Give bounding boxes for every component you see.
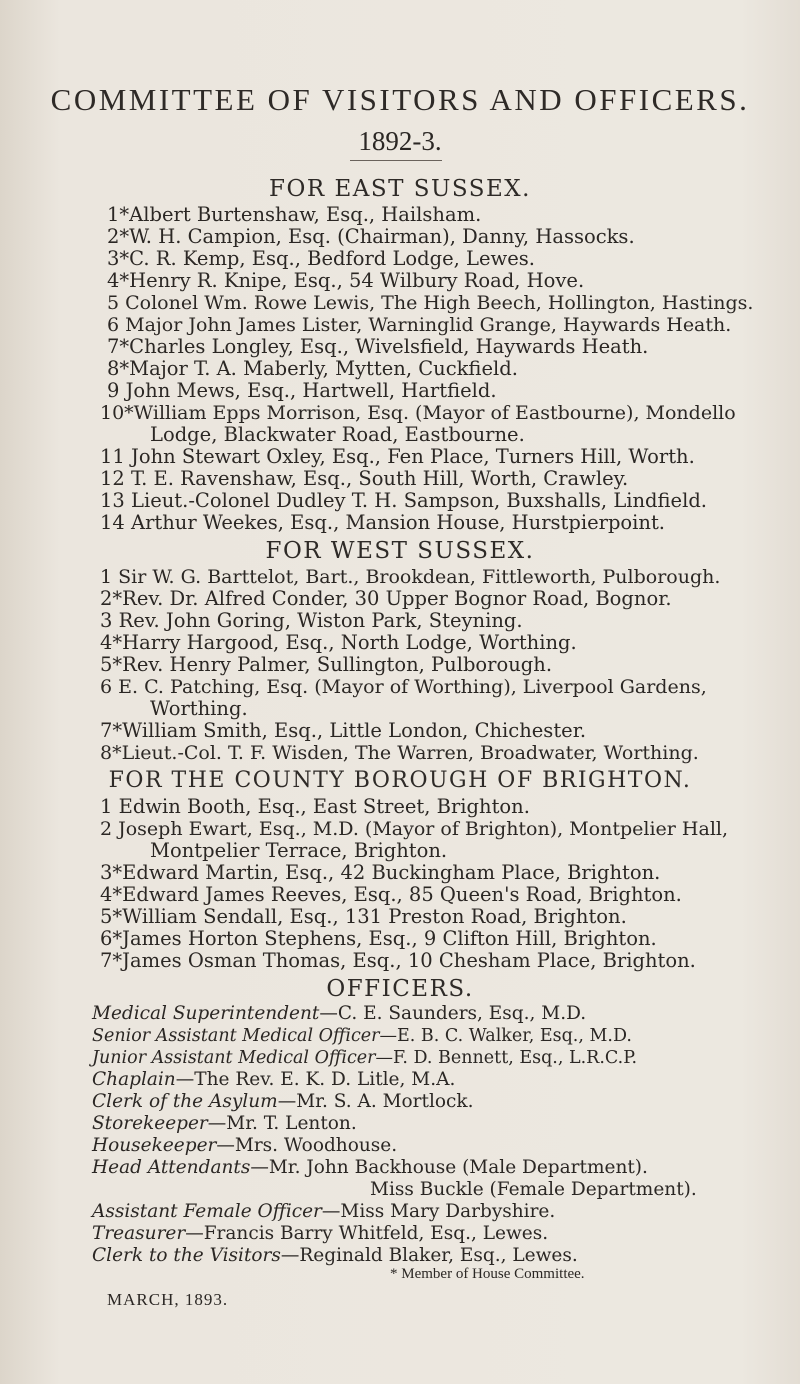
list-item: 3 Rev. John Goring, Wiston Park, Steyning.	[100, 609, 523, 632]
list-item: 7*William Smith, Esq., Little London, Chichester.	[100, 719, 587, 742]
list-item: 6*James Horton Stephens, Esq., 9 Clifton Hill, Brighton.	[100, 927, 657, 950]
list-item: 6 E. C. Patching, Esq. (Mayor of Worthing), Liverpool Gardens,	[100, 676, 707, 698]
list-item: 4*Harry Hargood, Esq., North Lodge, Worthing.	[100, 631, 577, 654]
officer-name: —C. E. Saunders, Esq., M.D.	[319, 1003, 587, 1024]
officer-name: —Mrs. Woodhouse.	[216, 1135, 398, 1156]
officer-name: Miss Buckle (Female Department).	[370, 1179, 697, 1200]
officer-name: —Reginald Blaker, Esq., Lewes.	[280, 1245, 578, 1266]
list-item: 7*Charles Longley, Esq., Wivelsfield, Haywards Heath.	[107, 335, 649, 358]
list-item: 8*Lieut.-Col. T. F. Wisden, The Warren, Broadwater, Worthing.	[100, 742, 699, 764]
officer-role: Junior Assistant Medical Officer	[92, 1048, 376, 1068]
officer-role: Housekeeper	[92, 1135, 217, 1156]
list-item: 5 Colonel Wm. Rowe Lewis, The High Beech, Hollington, Hastings.	[107, 292, 754, 314]
list-item: 1 Sir W. G. Barttelot, Bart., Brookdean, Fittleworth, Pulborough.	[100, 566, 721, 588]
list-item: 14 Arthur Weekes, Esq., Mansion House, Hurstpierpoint.	[100, 511, 666, 534]
list-item: 12 T. E. Ravenshaw, Esq., South Hill, Worth, Crawley.	[100, 467, 629, 490]
officer-name: —Mr. S. A. Mortlock.	[277, 1091, 474, 1112]
list-item: 11 John Stewart Oxley, Esq., Fen Place, Turners Hill, Worth.	[100, 445, 695, 468]
list-item: Worthing.	[150, 697, 248, 720]
list-item: Montpelier Terrace, Brighton.	[150, 839, 448, 862]
officer-role: Assistant Female Officer	[92, 1201, 322, 1222]
list-item: 7*James Osman Thomas, Esq., 10 Chesham Place, Brighton.	[100, 949, 696, 972]
officer-row	[92, 1024, 632, 1048]
section-heading-west-sussex: FOR WEST SUSSEX.	[265, 538, 535, 564]
officer-row	[92, 1068, 455, 1092]
list-item: 4*Henry R. Knipe, Esq., 54 Wilbury Road, Hove.	[107, 269, 585, 292]
officer-row	[92, 1200, 555, 1224]
officer-role: Clerk to the Visitors	[92, 1245, 281, 1266]
officer-row	[370, 1178, 697, 1202]
officer-name: —F. D. Bennett, Esq., L.R.C.P.	[375, 1048, 638, 1068]
list-item: 1 Edwin Booth, Esq., East Street, Brighton.	[100, 795, 530, 818]
list-item: 13 Lieut.-Colonel Dudley T. H. Sampson, Buxshalls, Lindfield.	[100, 489, 708, 512]
officer-name: —Mr. John Backhouse (Male Department).	[250, 1157, 648, 1178]
officer-role: Head Attendants	[92, 1157, 251, 1178]
list-item: 9 John Mews, Esq., Hartwell, Hartfield.	[107, 379, 497, 402]
date-line: MARCH, 1893.	[107, 1290, 229, 1309]
list-item: 2*W. H. Campion, Esq. (Chairman), Danny, Hassocks.	[107, 225, 635, 248]
officer-name: —The Rev. E. K. D. Litle, M.A.	[175, 1069, 456, 1090]
list-item: 5*William Sendall, Esq., 131 Preston Road, Brighton.	[100, 905, 627, 928]
list-item: 8*Major T. A. Maberly, Mytten, Cuckfield.	[107, 357, 518, 380]
officer-name: —Mr. T. Lenton.	[207, 1113, 357, 1134]
list-item: 3*C. R. Kemp, Esq., Bedford Lodge, Lewes.	[107, 247, 535, 270]
section-heading-east-sussex: FOR EAST SUSSEX.	[269, 176, 531, 202]
officer-role: Chaplain	[92, 1069, 176, 1090]
officer-role: Senior Assistant Medical Officer	[92, 1026, 380, 1046]
section-heading-officers: OFFICERS.	[326, 976, 474, 1002]
officer-row	[92, 1244, 578, 1268]
officer-row	[92, 1002, 586, 1026]
officer-row	[92, 1090, 473, 1114]
list-item: 6 Major John James Lister, Warninglid Grange, Haywards Heath.	[107, 314, 732, 336]
section-heading-brighton: FOR THE COUNTY BOROUGH OF BRIGHTON.	[108, 768, 692, 793]
list-item: 2*Rev. Dr. Alfred Conder, 30 Upper Bognor Road, Bognor.	[100, 587, 672, 610]
list-item: Lodge, Blackwater Road, Eastbourne.	[150, 423, 525, 446]
officer-name: —E. B. C. Walker, Esq., M.D.	[379, 1026, 632, 1046]
divider	[350, 160, 442, 161]
officer-name: —Francis Barry Whitfeld, Esq., Lewes.	[185, 1223, 549, 1244]
footnote: * Member of House Committee.	[390, 1266, 585, 1282]
officer-role: Storekeeper	[92, 1113, 208, 1134]
list-item: 10*William Epps Morrison, Esq. (Mayor of Eastbourne), Mondello	[100, 402, 736, 424]
list-item: 3*Edward Martin, Esq., 42 Buckingham Place, Brighton.	[100, 861, 661, 884]
officer-role: Treasurer	[92, 1223, 186, 1244]
list-item: 2 Joseph Ewart, Esq., M.D. (Mayor of Brighton), Montpelier Hall,	[100, 818, 729, 840]
officer-role: Clerk of the Asylum	[92, 1091, 278, 1112]
list-item: 4*Edward James Reeves, Esq., 85 Queen's Road, Brighton.	[100, 883, 682, 906]
officer-row	[92, 1222, 548, 1246]
officer-row	[92, 1046, 637, 1070]
list-item: 1*Albert Burtenshaw, Esq., Hailsham.	[107, 203, 482, 226]
officer-row	[92, 1112, 357, 1136]
page-title: COMMITTEE OF VISITORS AND OFFICERS.	[50, 82, 750, 117]
list-item: 5*Rev. Henry Palmer, Sullington, Pulborough.	[100, 653, 553, 676]
officer-row	[92, 1156, 648, 1180]
year: 1892-3.	[358, 126, 442, 156]
officer-row	[92, 1134, 397, 1158]
officer-role: Medical Superintendent	[92, 1003, 320, 1024]
officer-name: —Miss Mary Darbyshire.	[321, 1201, 556, 1222]
